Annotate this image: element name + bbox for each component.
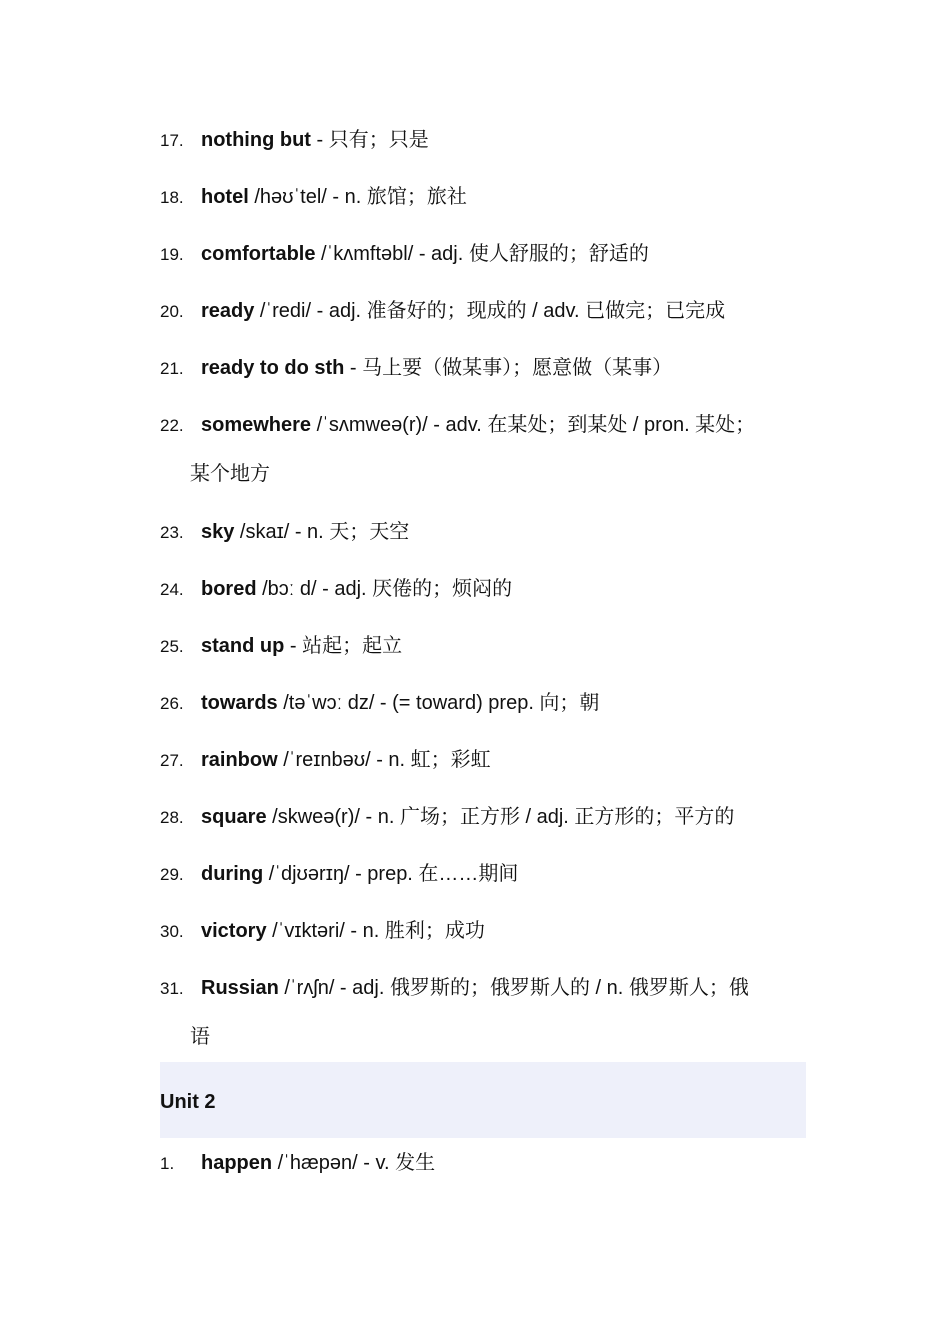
entry-number: 31. [160, 979, 184, 998]
entry-definition: /ˈdjʊərɪŋ/ - prep. 在……期间 [263, 863, 519, 885]
entry-word: somewhere [201, 414, 312, 436]
entry-definition: /ˈhæpən/ - v. 发生 [272, 1152, 436, 1174]
entry-definition: - 马上要（做某事）；愿意做（某事） [344, 357, 673, 379]
entry-word: happen [201, 1152, 273, 1174]
vocab-entry-unit2-1 [160, 1139, 810, 1188]
vocab-entry-28 [160, 793, 810, 842]
entry-number: 30. [160, 922, 184, 941]
unit-title: Unit 2 [160, 1091, 216, 1113]
entry-word: towards [201, 692, 278, 714]
entry-number: 23. [160, 523, 184, 542]
entry-number: 26. [160, 694, 184, 713]
entry-number: 1. [160, 1154, 175, 1173]
entry-definition: /bɔː d/ - adj. 厌倦的；烦闷的 [256, 578, 513, 600]
entry-word: ready to do sth [201, 357, 345, 379]
vocab-entry-19 [160, 230, 810, 279]
entry-number: 25. [160, 637, 184, 656]
entry-definition-continued: 语 [190, 1026, 210, 1048]
entry-number: 29. [160, 865, 184, 884]
entry-word: sky [201, 521, 235, 543]
entry-word: square [201, 806, 267, 828]
entry-number: 22. [160, 416, 184, 435]
entry-word: victory [201, 920, 267, 942]
vocab-entry-17 [160, 116, 810, 165]
entry-definition: - 站起；起立 [284, 635, 403, 657]
entry-definition: /ˈreɪnbəʊ/ - n. 虹；彩虹 [277, 749, 491, 771]
entry-definition: /ˈrʌʃn/ - adj. 俄罗斯的；俄罗斯人的 / n. 俄罗斯人；俄 [278, 977, 749, 999]
entry-word: ready [201, 300, 255, 322]
vocab-entry-21 [160, 344, 810, 393]
entry-definition: /ˈsʌmweə(r)/ - adv. 在某处；到某处 / pron. 某处； [311, 414, 756, 436]
entry-definition: /həʊˈtel/ - n. 旅馆；旅社 [248, 186, 467, 208]
entry-word: during [201, 863, 264, 885]
entry-definition: /ˈvɪktəri/ - n. 胜利；成功 [266, 920, 485, 942]
vocab-entry-26 [160, 679, 810, 728]
entry-word: hotel [201, 186, 249, 208]
entry-definition: /ˈkʌmftəbl/ - adj. 使人舒服的；舒适的 [315, 243, 649, 265]
entry-definition: /ˈredi/ - adj. 准备好的；现成的 / adv. 已做完；已完成 [254, 300, 726, 322]
entry-word: nothing but [201, 129, 311, 151]
vocab-entry-25 [160, 622, 810, 671]
entry-number: 20. [160, 302, 184, 321]
entry-number: 28. [160, 808, 184, 827]
vocab-entry-30 [160, 907, 810, 956]
entry-definition: /skaɪ/ - n. 天；天空 [234, 521, 410, 543]
vocab-entry-23 [160, 508, 810, 557]
entry-word: Russian [201, 977, 279, 999]
entry-word: bored [201, 578, 257, 600]
entry-definition: /təˈwɔː dz/ - (= toward) prep. 向；朝 [277, 692, 600, 714]
entry-word: comfortable [201, 243, 316, 265]
unit-header [160, 1062, 806, 1138]
entry-number: 27. [160, 751, 184, 770]
entry-number: 18. [160, 188, 184, 207]
entry-definition: - 只有；只是 [310, 129, 429, 151]
vocab-entry-27 [160, 736, 810, 785]
vocab-entry-18 [160, 173, 810, 222]
vocab-entry-29 [160, 850, 810, 899]
entry-word: rainbow [201, 749, 278, 771]
entry-number: 19. [160, 245, 184, 264]
entry-definition-continued: 某个地方 [190, 463, 270, 485]
entry-word: stand up [201, 635, 285, 657]
vocab-entry-20 [160, 287, 810, 336]
entry-definition: /skweə(r)/ - n. 广场；正方形 / adj. 正方形的；平方的 [266, 806, 735, 828]
entry-number: 21. [160, 359, 184, 378]
entry-number: 17. [160, 131, 184, 150]
vocab-entry-24 [160, 565, 810, 614]
vocab-entry-31 [160, 964, 810, 1062]
entry-number: 24. [160, 580, 184, 599]
vocab-entry-22 [160, 401, 810, 499]
